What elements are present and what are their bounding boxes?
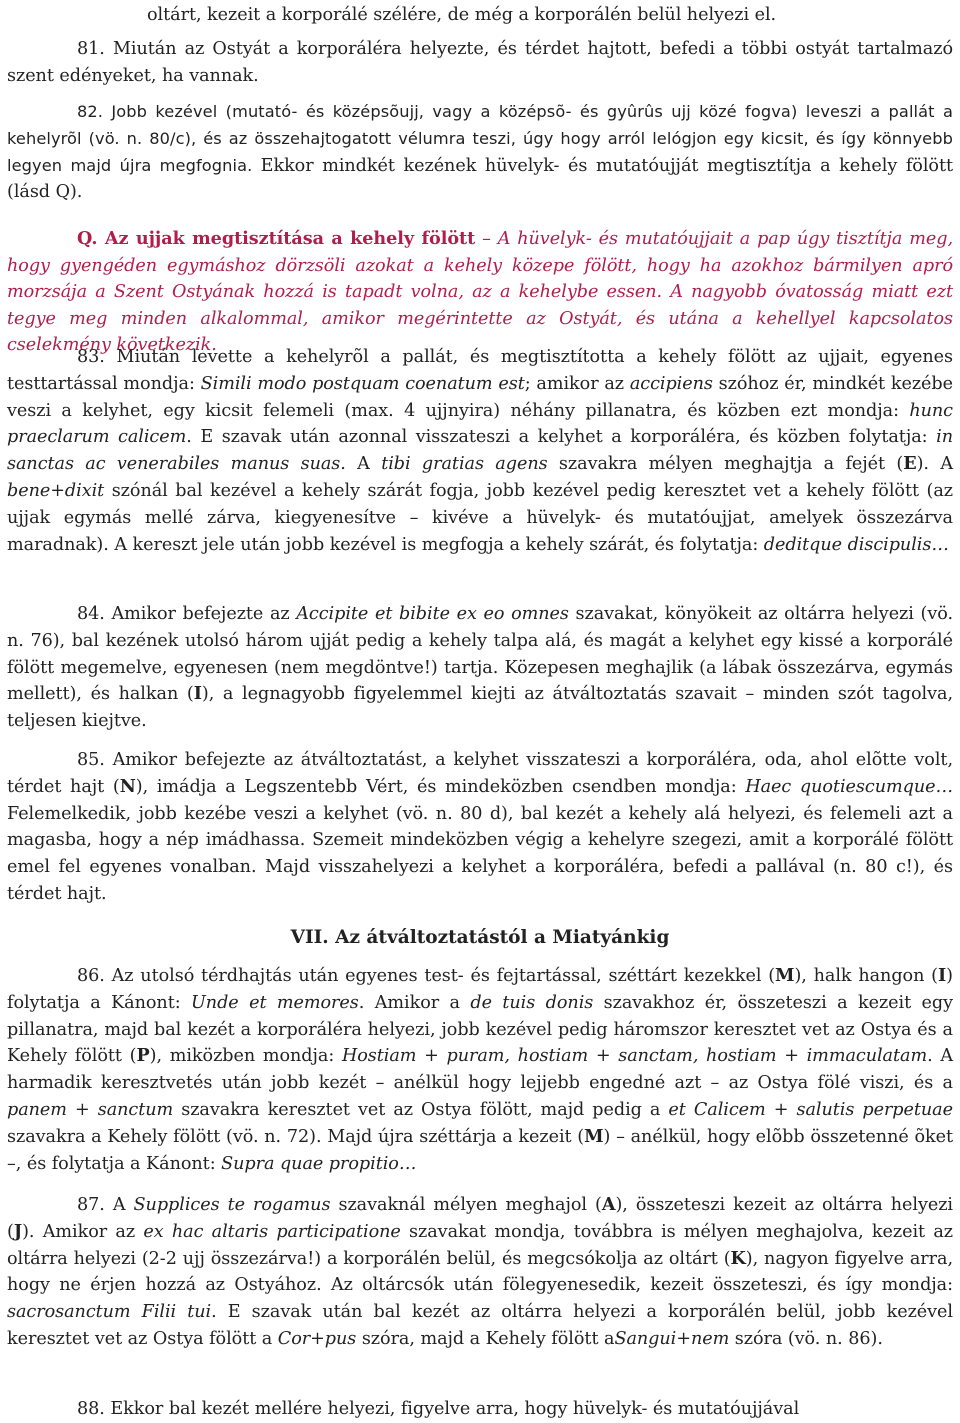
italic-phrase: bene+dixit — [7, 480, 105, 501]
italic-phrase: deditque discipulis… — [763, 534, 949, 555]
italic-phrase: sacrosanctum Filii tui — [7, 1302, 212, 1323]
italic-phrase: de tuis donis — [470, 992, 594, 1013]
text-run: szavakra mélyen meghajtja a fejét ( — [547, 454, 904, 475]
text-run: Felemelkedik, jobb kezébe veszi a kelyhet (vö. n. 80 d), bal kezét a kehely alá helyezi, és felemeli azt a magasba, hogy a nép imádhassa. Szemeit mindeközben végig a kehelyre szegezi, amit a korporálé fölött emel fel egyenes vonalban. Majd visszahelyezi a kelyhet a korporáléra, befedi a pallával (n. 80 c!), és térdet hajt. — [7, 803, 953, 904]
paragraph-82-text-b: Ekkor mindkét kezének hüvelyk- és mutatóujját megtisztítja a kehely fölött (lásd Q). — [7, 155, 953, 203]
text-run: ), halk hangon ( — [794, 966, 938, 986]
text-run: ), összeteszi kezeit az oltárra helyezi ( — [7, 1195, 954, 1242]
rubric-q-dash: – — [475, 229, 498, 249]
italic-phrase: panem + sanctum — [7, 1099, 174, 1120]
text-run: ). A — [916, 454, 953, 475]
paragraph-81-text: 81. Miután az Ostyát a korporáléra helyezte, és térdet hajtott, befedi a többi ostyát tartalmazó szent edényeket, ha vannak. — [7, 39, 953, 86]
text-run: szavakat, könyökeit az oltárra helyezi (vö. n. 76), bal kezének utolsó három ujját pedig a kehely talpa alá, és magát a kelyhet egy kissé a korporálé fölött megemelve, egyenesen (nem megdöntve!) tartja. Közepesen meghajlik (a lábak összezárva, egymás mellett), és halkan ( — [7, 604, 953, 705]
text-run: ), nagyon figyelve arra, hogy ne érjen hozzá az Ostyához. Az oltárcsók után fölegyenesedik, kezeit összeteszi, és így mondja: — [7, 1248, 953, 1296]
text-run: 85. Amikor befejezte az átváltoztatást, a kelyhet visszateszi a korporáléra, oda, ahol elõtte volt, térdet hajt ( — [7, 750, 953, 797]
rubric-q-body-1: A hüvelyk- és mutatóujjait a pap úgy tisztítja meg, hogy gyengéden egymáshoz dörzsöli azokat a kehely közepe fölött, hogy ha azokhoz bármilyen apró morzsája a Szent Ostyának hozzá is tapadt volna, az a kehelybe essen. — [7, 229, 953, 302]
text-run: szavakra a Kehely fölött (vö. n. 72). Majd újra széttárja a kezeit ( — [7, 1126, 585, 1147]
paragraph-83 — [7, 344, 953, 558]
text-run: 84. Amikor befejezte az — [77, 604, 297, 624]
bold-marker: N — [119, 775, 136, 797]
bold-marker: P — [136, 1045, 150, 1067]
text-run: . E szavak után bal kezét az oltárra helyezi a korporálén belül, jobb kezével keresztet vet az Ostya fölött a — [7, 1302, 953, 1349]
text-run: szavaknál mélyen meghajol ( — [330, 1195, 602, 1215]
text-run: 83. Miután levette a kehelyrõl a pallát, és megtisztította a kehely fölött az ujjait, egyenes testtartással mondja: — [7, 347, 953, 394]
bold-marker: A — [601, 1194, 616, 1215]
rubric-q-body-2: A nagyobb óvatosság miatt ezt tegye meg minden alkalommal, amikor megérintette az Ostyát, és utána a kehellyel kapcsolatos cselekmény következik. — [7, 282, 954, 355]
italic-phrase: Cor+pus — [277, 1328, 357, 1349]
paragraph-top — [7, 2, 953, 29]
italic-phrase: Supra quae propitio… — [221, 1153, 417, 1174]
text-run: ), a legnagyobb figyelemmel kiejti az átváltoztatás szavait – minden szót tagolva, teljesen kiejtve. — [7, 684, 954, 732]
bold-marker: K — [730, 1247, 746, 1269]
text-run: szóhoz ér, mindkét kezébe veszi a kelyhet, egy kicsit felemeli (max. 4 ujjnyira) néhány pillanatra, és közben ezt mondja: — [7, 373, 953, 421]
italic-phrase: Haec quotiescumque… — [745, 776, 954, 797]
paragraph-88 — [7, 1396, 953, 1423]
italic-phrase: et Calicem + salutis perpetuae — [668, 1099, 953, 1120]
text-run: szavakra keresztet vet az Ostya fölött, majd pedig a — [173, 1099, 669, 1120]
text-run: . A harmadik keresztvetés után jobb kezét – anélkül hogy lejjebb engedné azt – az Ostya fölé viszi, és a — [7, 1046, 953, 1094]
italic-phrase: accipiens — [629, 373, 713, 394]
bold-marker: I — [193, 683, 202, 705]
paragraph-86 — [7, 963, 953, 1177]
italic-phrase: in sanctas ac venerabiles manus suas — [7, 427, 953, 475]
paragraph-top-text: oltárt, kezeit a korporálé szélére, de még a korporálén belül helyezi el. — [147, 5, 777, 25]
italic-phrase: hunc praeclarum calicem — [7, 400, 953, 448]
italic-phrase: Sangui+nem — [614, 1328, 730, 1349]
text-run: szóra (vö. n. 86). — [729, 1328, 883, 1349]
text-run: . A — [340, 454, 382, 475]
text-run: ), imádja a Legszentebb Vért, és mindeközben csendben mondja: — [135, 776, 746, 797]
text-run: ) – anélkül, hogy elõbb összetenné õket –, és folytatja a Kánont: — [7, 1126, 953, 1174]
paragraph-82-text-a: 82. Jobb kezével (mutató- és középsõujj, vagy a középsõ- és gyûrûs ujj közé fogva) leveszi a pallát a kehelyrõl (vö. n. 80/c), és az összehajtogatott vélumra teszi, úgy hogy arról lelógjon egy kicsit, és így könnyebb legyen majd újra megfognia. — [7, 102, 953, 175]
text-run: . E szavak után azonnal visszateszi a kelyhet a korporáléra, és közben folytatja: — [186, 427, 937, 448]
italic-phrase: ex hac altaris participatione — [143, 1221, 401, 1242]
italic-phrase: Accipite et bibite ex eo omnes — [296, 604, 569, 624]
text-run: ; amikor az — [524, 373, 630, 394]
text-run: ), miközben mondja: — [149, 1046, 342, 1067]
text-run: ) folytatja a Kánont: — [7, 966, 953, 1013]
rubric-q — [7, 226, 953, 359]
bold-marker: M — [775, 965, 795, 986]
paragraph-82 — [7, 99, 953, 206]
paragraph-85 — [7, 747, 953, 908]
paragraph-81 — [7, 36, 953, 90]
bold-marker: M — [584, 1125, 604, 1147]
italic-phrase: Supplices te rogamus — [133, 1195, 331, 1215]
text-run: szóra, majd a Kehely fölött a — [356, 1328, 615, 1349]
paragraph-84 — [7, 601, 953, 735]
text-run: szavakat mondja, továbbra is mélyen meghajolva, kezeit az oltárra helyezi (2-2 ujj összezárva!) a korporálén belül, és megcsókolja az oltárt ( — [7, 1221, 954, 1269]
italic-phrase: Unde et memores — [191, 992, 359, 1013]
bold-marker: J — [13, 1220, 23, 1242]
text-run: 87. A — [77, 1195, 134, 1215]
text-run: 86. Az utolsó térdhajtás után egyenes test- és fejtartással, széttárt kezekkel ( — [77, 966, 776, 986]
text-run: . Amikor a — [358, 992, 471, 1013]
text-run: szavakhoz ér, összeteszi a kezeit egy pillanatra, majd bal kezét a korporáléra helyezi, jobb kezével pedig háromszor keresztet vet az Ostya és a Kehely fölött ( — [7, 992, 953, 1067]
italic-phrase: Simili modo postquam coenatum est — [200, 373, 525, 394]
section-heading — [0, 925, 960, 951]
bold-marker: I — [937, 965, 947, 986]
italic-phrase: Hostiam + puram, hostiam + sanctam, hostiam + immaculatam — [341, 1046, 928, 1067]
section-heading-text: VII. Az átváltoztatástól a Miatyánkig — [290, 927, 670, 948]
paragraph-88-text: 88. Ekkor bal kezét mellére helyezi, figyelve arra, hogy hüvelyk- és mutatóujjával — [77, 1399, 800, 1419]
rubric-q-title: Q. Az ujjak megtisztítása a kehely fölött — [77, 228, 476, 249]
bold-marker: E — [903, 453, 917, 475]
paragraph-87 — [7, 1192, 953, 1353]
text-run: szónál bal kezével a kehely szárát fogja, jobb kezével pedig keresztet vet a kehely fölött (az ujjak egymás mellé zárva, kiegyenesítve – kivéve a hüvelyk- és mutatóujjat, amelyek összezárva maradnak). A kereszt jele után jobb kezével is megfogja a kehely szárát, és folytatja: — [7, 480, 953, 555]
italic-phrase: tibi gratias agens — [381, 454, 548, 475]
text-run: ). Amikor az — [22, 1221, 144, 1242]
